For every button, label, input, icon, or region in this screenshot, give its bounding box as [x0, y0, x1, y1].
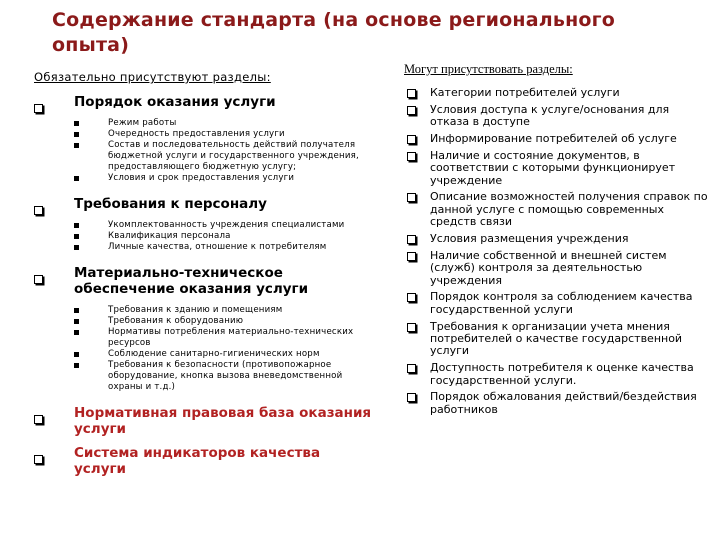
slide-title: Содержание стандарта (на основе регионального опыта) [52, 9, 616, 56]
list-item: Очередность предоставления услуги [74, 129, 374, 140]
section-legal-base [34, 405, 374, 437]
checkbox-bullet-icon [407, 293, 416, 302]
square-bullet-icon [74, 352, 79, 357]
optional-sections-column [404, 62, 709, 421]
checkbox-bullet-icon [407, 393, 416, 402]
list-item: Наличие собственной и внешней систем (служб) контроля за деятельностью учреждения [404, 250, 709, 287]
mandatory-sections-column [34, 70, 374, 477]
checkbox-bullet-icon [407, 89, 416, 98]
square-bullet-icon [74, 363, 79, 368]
section-items [74, 118, 374, 184]
checkbox-bullet-icon [407, 323, 416, 332]
square-bullet-icon [74, 143, 79, 148]
list-item: Информирование потребителей об услуге [404, 133, 709, 145]
section-service-procedure [34, 94, 374, 184]
checkbox-bullet-icon [34, 409, 43, 428]
section-items [74, 305, 374, 393]
list-item: Требования к оборудованию [74, 316, 374, 327]
checkbox-bullet-icon [407, 235, 416, 244]
list-item: Доступность потребителя к оценке качества государственной услуги. [404, 362, 709, 387]
section-items [74, 220, 374, 253]
list-item: Режим работы [74, 118, 374, 129]
checkbox-bullet-icon [407, 364, 416, 373]
list-item: Соблюдение санитарно-гигиенических норм [74, 349, 374, 360]
list-item: Порядок контроля за соблюдением качества государственной услуги [404, 291, 709, 316]
checkbox-bullet-icon [34, 98, 43, 117]
list-item: Укомплектованность учреждения специалистами [74, 220, 374, 231]
square-bullet-icon [74, 245, 79, 250]
square-bullet-icon [74, 121, 79, 126]
list-item: Требования к безопасности (противопожарное оборудование, кнопка вызова вневедомственной охраны и т.д.) [74, 360, 374, 393]
list-item: Условия доступа к услуге/основания для отказа в доступе [404, 104, 709, 129]
square-bullet-icon [74, 308, 79, 313]
section-staff-requirements [34, 196, 374, 253]
section-title: Порядок оказания услуги [74, 94, 276, 110]
list-item: Условия и срок предоставления услуги [74, 173, 374, 184]
list-item: Требования к организации учета мнения потребителей о качестве государственной услуги [404, 321, 709, 358]
square-bullet-icon [74, 176, 79, 181]
square-bullet-icon [74, 223, 79, 228]
list-item: Категории потребителей услуги [404, 87, 709, 99]
list-item: Требования к зданию и помещениям [74, 305, 374, 316]
list-item: Состав и последовательность действий получателя бюджетной услуги и государственного учреждения, предоставляющего бюджетную услугу; [74, 140, 374, 173]
section-title: Материально-техническое обеспечение оказания услуги [74, 265, 309, 297]
optional-sections-heading: Могут присутствовать разделы: [404, 62, 573, 76]
checkbox-bullet-icon [407, 193, 416, 202]
list-item: Порядок обжалования действий/бездействия работников [404, 391, 709, 416]
checkbox-bullet-icon [407, 152, 416, 161]
square-bullet-icon [74, 234, 79, 239]
section-title: Требования к персоналу [74, 196, 267, 212]
checkbox-bullet-icon [407, 135, 416, 144]
list-item: Личные качества, отношение к потребителям [74, 242, 374, 253]
list-item: Описание возможностей получения справок по данной услуге с помощью современных средств связи [404, 191, 709, 228]
list-item: Условия размещения учреждения [404, 233, 709, 245]
section-title: Нормативная правовая база оказания услуги [74, 405, 372, 437]
list-item: Наличие и состояние документов, в соответствии с которыми функционирует учреждение [404, 150, 709, 187]
list-item: Квалификация персонала [74, 231, 374, 242]
square-bullet-icon [74, 319, 79, 324]
section-quality-indicators [34, 445, 374, 477]
checkbox-bullet-icon [34, 269, 43, 288]
checkbox-bullet-icon [407, 252, 416, 261]
section-material-support [34, 265, 374, 393]
section-title: Система индикаторов качества услуги [74, 445, 321, 477]
checkbox-bullet-icon [34, 449, 43, 468]
mandatory-sections-heading: Обязательно присутствуют разделы: [34, 70, 271, 84]
checkbox-bullet-icon [407, 106, 416, 115]
list-item: Нормативы потребления материально-технических ресурсов [74, 327, 374, 349]
square-bullet-icon [74, 132, 79, 137]
checkbox-bullet-icon [34, 200, 43, 219]
square-bullet-icon [74, 330, 79, 335]
